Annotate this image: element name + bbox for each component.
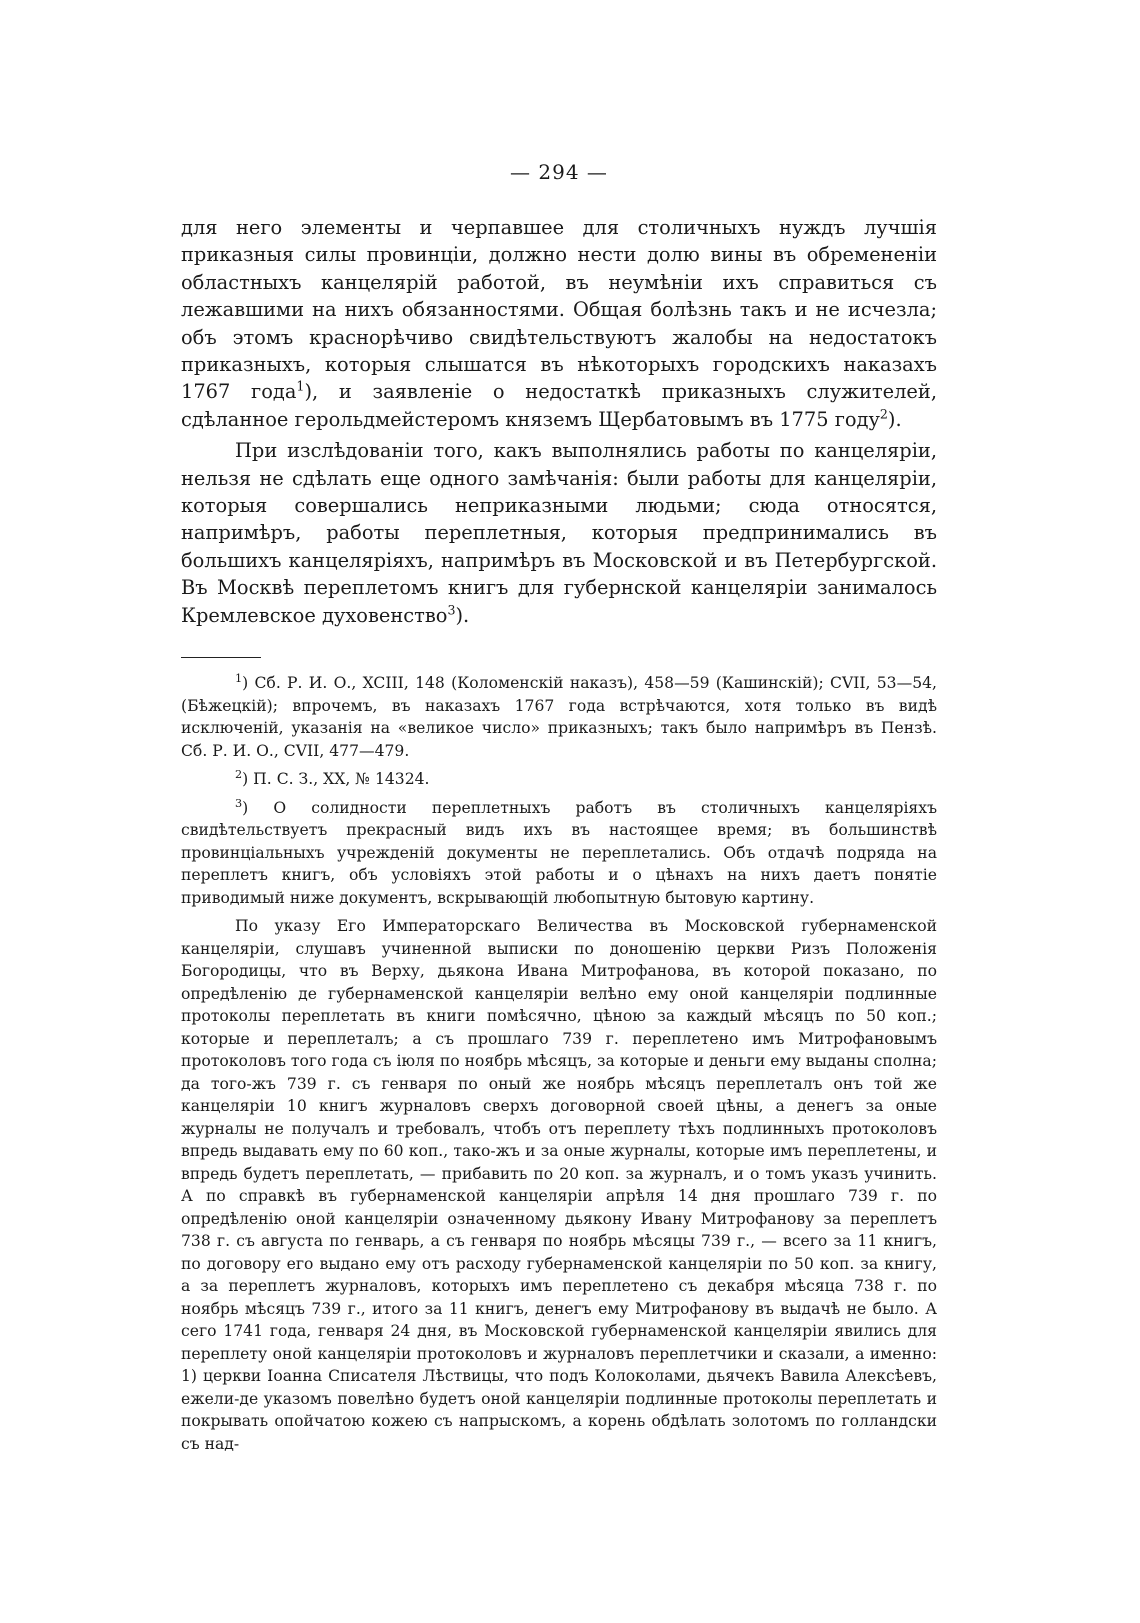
footnote-divider — [181, 657, 261, 658]
footnote-1 — [181, 672, 937, 762]
quoted-document-text: По указу Его Императорскаго Величества въ Московской губернаменской канцеляріи, слушавъ учиненной выписки по доношенію церкви Ризъ Положенія Богородицы, что въ Верху, дьякона Ивана Митрофанова, въ которой показано, по опредѣленію де губернаменской канцеляріи велѣно ему оной канцеляріи подлинные протоколы переплетать въ книги помѣсячно, цѣною за каждый мѣсяцъ по 50 коп.; которые и переплеталъ; а съ прошлаго 739 г. переплетено имъ Митрофановымъ протоколовъ того года съ іюля по ноябрь мѣсяцъ, за которые и деньги ему выданы сполна; да того-жъ 739 г. съ генваря по оный же ноябрь мѣсяцъ переплеталъ онъ той же канцеляріи 10 книгъ журналовъ сверхъ договорной своей цѣны, а денегъ за оные журналы не получалъ и требовалъ, чтобъ отъ переплету тѣхъ подлинныхъ протоколовъ впредь выдавать ему по 60 коп., тако-жъ и за оные журналы, которые имъ переплетены, и впредь будетъ переплетать, — прибавить по 20 коп. за журналъ, и о томъ указъ учинить. А по справкѣ въ губернаменской канцеляріи апрѣля 14 дня прошлаго 739 г. по опредѣленію оной канцеляріи означенному дьякону Ивану Митрофанову за переплетъ 738 г. съ августа по генварь, а съ генваря по ноябрь мѣсяцы 739 г., — всего за 11 книгъ, по договору его выдано ему отъ расходу губернаменской канцеляріи по 50 коп. за книгу, а за переплетъ журналовъ, которыхъ имъ переплетено съ декабря мѣсяца 738 г. по ноябрь мѣсяцъ 739 г., итого за 11 книгъ, денегъ ему Митрофанову въ выдачѣ не было. А сего 1741 года, генваря 24 дня, въ Московской губернаменской канцеляріи явились для переплету оной канцеляріи протоколовъ и журналовъ переплетчики и сказали, а именно: 1) церкви Іоанна Списателя Лѣствицы, что подъ Колоколами, дьячекъ Вавила Алексѣевъ, ежели-де указомъ повелѣно будетъ оной канцеляріи подлинные протоколы переплетать и покрывать опойчатою кожею съ напрыскомъ, а корень обдѣлать золотомъ по голландски съ над- — [181, 917, 937, 1453]
paragraph-2 — [181, 437, 937, 629]
footnote-3 — [181, 797, 937, 910]
paragraph-1-text-c: ). — [887, 407, 902, 431]
footnote-1-text: ) Сб. Р. И. О., XCIII, 148 (Коломенскій наказъ), 458—59 (Кашинскій); CVII, 53—54, (Бѣжецкій); впрочемъ, въ наказахъ 1767 года встрѣчаются, хотя только въ видѣ исключеній, указанія на «великое число» приказныхъ; такъ было напримѣръ въ Пензѣ. Сб. Р. И. О., CVII, 477—479. — [181, 674, 937, 760]
paragraph-1 — [181, 214, 937, 433]
footnote-3-mark: 3 — [235, 796, 243, 810]
footnote-3-text: ) О солидности переплетныхъ работъ въ столичныхъ канцеляріяхъ свидѣтельствуетъ прекрасный видъ ихъ въ настоящее время; въ большинствѣ провинціальныхъ учрежденій документы не переплетались. Объ отдачѣ подряда на переплетъ книгъ, объ условіяхъ этой работы и о цѣнахъ на нихъ даетъ понятіе приводимый ниже документъ, вскрывающій любопытную бытовую картину. — [181, 798, 937, 907]
footnote-1-mark: 1 — [235, 671, 243, 685]
paragraph-1-text-b: ), и заявленіе о недостаткѣ приказныхъ служителей, сдѣланное герольдмейстеромъ княземъ Щербатовымъ въ 1775 году — [181, 380, 937, 431]
footnote-2 — [181, 768, 937, 791]
page-number: — 294 — — [510, 160, 608, 184]
paragraph-2-text-a: При изслѣдованіи того, какъ выполнялись работы по канцеляріи, нельзя не сдѣлать еще одного замѣчанія: были работы для канцеляріи, которыя совершались неприказными людьми; сюда относятся, напримѣръ, работы переплетныя, которыя предпринимались въ большихъ канцеляріяхъ, напримѣръ въ Московской и въ Петербургской. Въ Москвѣ переплетомъ книгъ для губернской канцеляріи занималось Кремлевское духовенство — [181, 439, 937, 627]
paragraph-1-text-a: для него элементы и черпавшее для столичныхъ нуждъ лучшія приказныя силы провинціи, должно нести долю вины въ обремененіи областныхъ канцелярій работой, въ неумѣніи ихъ справиться съ лежавшими на нихъ обязанностями. Общая болѣзнь такъ и не исчезла; объ этомъ краснорѣчиво свидѣтельствуютъ жалобы на недостатокъ приказныхъ, которыя слышатся въ нѣкоторыхъ городскихъ наказахъ 1767 года — [181, 216, 937, 404]
footnote-2-text: ) П. С. З., XX, № 14324. — [242, 770, 430, 789]
footnote-ref-3[interactable]: 3 — [447, 602, 456, 618]
paragraph-2-text-b: ). — [455, 603, 470, 627]
footnote-ref-1[interactable]: 1 — [296, 378, 305, 394]
footnote-ref-2[interactable]: 2 — [879, 406, 888, 422]
footnotes — [181, 672, 937, 1455]
footnote-2-mark: 2 — [235, 767, 243, 781]
main-text — [181, 214, 937, 629]
quoted-document — [181, 915, 937, 1455]
book-page — [181, 160, 937, 1455]
